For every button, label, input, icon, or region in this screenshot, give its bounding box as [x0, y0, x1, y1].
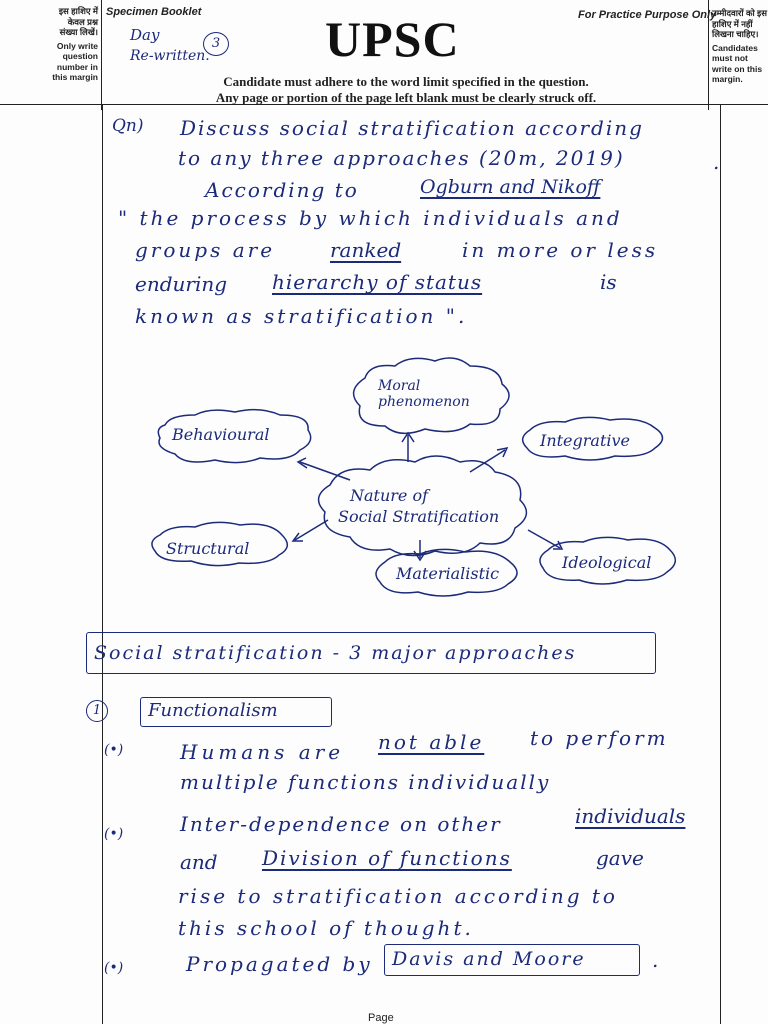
point-2-b: and	[180, 850, 218, 874]
point-2-c: gave	[596, 846, 644, 870]
point-3-end-dot: .	[652, 948, 659, 972]
bullet-2: (•)	[104, 826, 124, 842]
definition-according: According to	[205, 178, 359, 202]
page-footer: Page	[368, 1012, 394, 1024]
left-margin-instruction-hindi: इस हाशिए में केवल प्रश्न संख्या लिखें।	[58, 6, 98, 37]
definition-line-1: " the process by which individuals and	[118, 206, 623, 230]
rewritten-label: Re-written.	[130, 48, 210, 64]
question-end-dot: .	[713, 150, 720, 174]
point-2-d: rise to stratification according to	[178, 884, 618, 908]
definition-line-2b: in more or less	[462, 238, 659, 262]
practice-label: For Practice Purpose Only	[578, 9, 717, 21]
point-1-b: to perform	[530, 726, 669, 750]
point-2-e: this school of thought.	[178, 916, 474, 940]
approach-1-number: 1	[86, 700, 108, 722]
right-margin-instruction-english: Candidates must not write on this margin.	[712, 42, 763, 84]
behavioural-label: Behavioural	[172, 425, 270, 444]
definition-hierarchy: hierarchy of status	[272, 270, 483, 294]
question-line-1: Discuss social stratification according	[180, 116, 644, 140]
question-marker: Qn)	[112, 116, 144, 136]
moral-label-1: Moral	[378, 378, 421, 394]
point-2-division: Division of functions	[262, 846, 512, 870]
structural-label: Structural	[166, 539, 250, 558]
point-2-a: Inter-dependence on other	[180, 812, 502, 836]
point-1-a: Humans are	[180, 740, 345, 764]
definition-line-4: known as stratification ".	[135, 304, 468, 328]
center-cloud-shape	[319, 456, 527, 556]
instruction-word-limit: Candidate must adhere to the word limit specified in the question.	[223, 74, 589, 89]
question-line-2: to any three approaches (20m, 2019)	[178, 146, 625, 170]
upsc-title: UPSC	[325, 11, 460, 67]
right-margin-instruction-hindi: उम्मीदवारों को इस हाशिए में नहीं लिखना चाहिए।	[712, 8, 767, 39]
point-1-not-able: not able	[378, 730, 485, 754]
approach-1-title: Functionalism	[148, 700, 278, 721]
bullet-3: (•)	[104, 960, 124, 976]
bullet-1: (•)	[104, 742, 124, 758]
point-2-individuals: individuals	[575, 804, 686, 828]
specimen-label: Specimen Booklet	[106, 6, 202, 18]
definition-line-3a: enduring	[135, 272, 228, 296]
definition-line-2a: groups are	[135, 238, 276, 262]
point-1-c: multiple functions individually	[180, 770, 551, 794]
definition-authors: Ogburn and Nikoff	[420, 176, 601, 198]
center-label-1: Nature of	[350, 486, 429, 505]
left-margin-instruction-english: Only write question number in this margin	[52, 40, 98, 82]
integrative-label: Integrative	[540, 431, 631, 450]
instruction-blank-pages: Any page or portion of the page left blank must be clearly struck off.	[215, 90, 597, 105]
point-3-a: Propagated by	[186, 952, 373, 976]
moral-label-2: phenomenon	[378, 394, 470, 410]
day-label: Day	[130, 26, 160, 44]
definition-line-3b: is	[600, 270, 617, 294]
section-heading: Social stratification - 3 major approaches	[94, 642, 577, 664]
point-3-davis-moore: Davis and Moore	[392, 948, 586, 970]
definition-ranked: ranked	[330, 238, 402, 262]
day-number-circle: 3	[203, 32, 229, 56]
materialistic-label: Materialistic	[396, 564, 500, 583]
ideological-label: Ideological	[562, 553, 652, 572]
center-label-2: Social Stratification	[338, 507, 500, 526]
